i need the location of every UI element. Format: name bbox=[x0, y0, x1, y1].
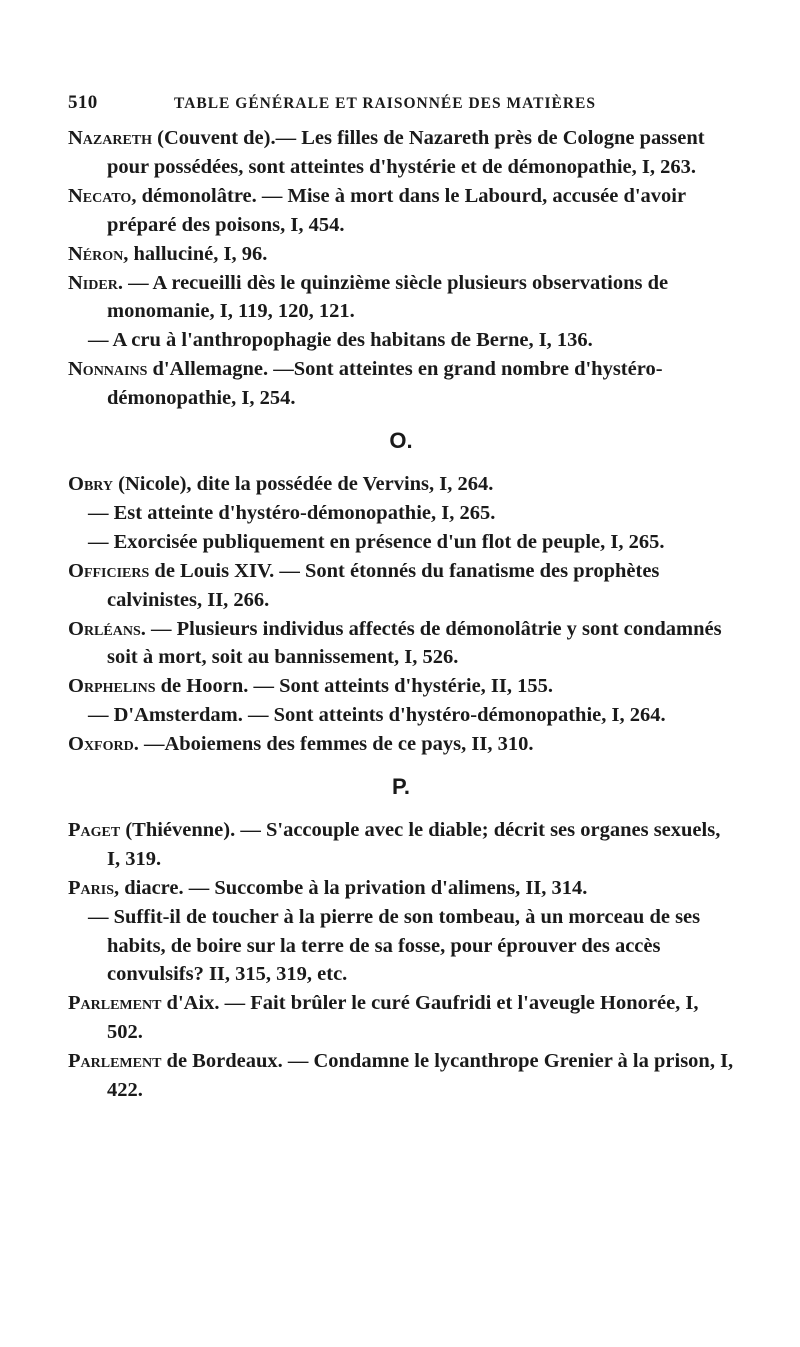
entry-headword: Nider bbox=[68, 271, 118, 294]
entry-text: , halluciné, I, 96. bbox=[123, 242, 268, 265]
index-entry-paget bbox=[68, 816, 734, 874]
entry-text: — Suffit-il de toucher à la pierre de son tombeau, à un morceau de ses habits, de boire sur la terre de sa fosse, pour éprouver des accès convulsifs? II, 315, 319, etc. bbox=[88, 905, 701, 986]
index-entry-paris bbox=[68, 874, 734, 903]
running-title: TABLE GÉNÉRALE ET RAISONNÉE DES MATIÈRES bbox=[174, 95, 597, 112]
index-entry-necato bbox=[68, 182, 734, 240]
index-entry-nazareth bbox=[68, 124, 734, 182]
index-entry-orleans bbox=[68, 615, 734, 673]
entry-headword: Oxford bbox=[68, 733, 134, 756]
entry-text: . — Plusieurs individus affectés de démonolâtrie y sont condamnés soit à mort, soit au bannissement, I, 526. bbox=[107, 617, 722, 669]
index-subentry-obry-1 bbox=[68, 499, 734, 528]
index-entry-obry bbox=[68, 470, 734, 499]
index-subentry-orphelins bbox=[68, 701, 734, 730]
entry-headword: Necato bbox=[68, 184, 132, 207]
entry-text: . —Aboiemens des femmes de ce pays, II, 310. bbox=[133, 733, 534, 756]
index-entry-parlement-aix bbox=[68, 989, 734, 1047]
entry-text: , démonolâtre. — Mise à mort dans le Labourd, accusée d'avoir préparé des poisons, I, 454. bbox=[107, 184, 686, 236]
page-number: 510 bbox=[68, 92, 98, 113]
index-entry-parlement-bordeaux bbox=[68, 1047, 734, 1105]
entry-text: — Est atteinte d'hystéro-démonopathie, I, 265. bbox=[88, 501, 496, 524]
section-letter-p: P. bbox=[392, 774, 410, 800]
entry-headword: Nonnains bbox=[68, 358, 148, 381]
entry-text: (Nicole), dite la possédée de Vervins, I, 264. bbox=[113, 472, 494, 495]
index-entry-neron bbox=[68, 240, 734, 269]
index-subentry-paris bbox=[68, 903, 734, 990]
entry-text: — Exorcisée publiquement en présence d'un flot de peuple, I, 265. bbox=[88, 530, 665, 553]
entry-text: — A cru à l'anthropophagie des habitans de Berne, I, 136. bbox=[88, 329, 593, 352]
index-subentry-obry-2 bbox=[68, 528, 734, 557]
index-content bbox=[68, 124, 734, 1105]
entry-text: . — A recueilli dès le quinzième siècle plusieurs observations de monomanie, I, 119, 120, 121. bbox=[107, 271, 669, 323]
entry-text: de Bordeaux. — Condamne le lycanthrope Grenier à la prison, I, 422. bbox=[107, 1050, 734, 1102]
entry-headword: Obry bbox=[68, 472, 114, 495]
entry-headword: Paget bbox=[68, 818, 121, 841]
entry-headword: Orléans bbox=[68, 617, 141, 640]
entry-text: (Thiévenne). — S'accouple avec le diable; décrit ses organes sexuels, I, 319. bbox=[107, 818, 721, 870]
entry-headword: Orphelins bbox=[68, 675, 156, 698]
index-entry-officiers bbox=[68, 557, 734, 615]
entry-headword: Officiers bbox=[68, 559, 150, 582]
index-entry-oxford bbox=[68, 730, 734, 759]
index-entry-nonnains bbox=[68, 355, 734, 413]
index-entry-nider bbox=[68, 269, 734, 327]
index-subentry-nider bbox=[68, 326, 734, 355]
index-entry-orphelins bbox=[68, 672, 734, 701]
section-letter-o: O. bbox=[389, 428, 413, 454]
entry-text: d'Allemagne. —Sont atteintes en grand nombre d'hystéro-démonopathie, I, 254. bbox=[107, 358, 663, 410]
entry-headword: Parlement bbox=[68, 1050, 162, 1073]
entry-text: , diacre. — Succombe à la privation d'alimens, II, 314. bbox=[113, 876, 588, 899]
entry-headword: Parlement bbox=[68, 992, 162, 1015]
entry-text: (Couvent de).— Les filles de Nazareth près de Cologne passent pour possédées, sont atteintes d'hystérie et de démonopathie, I, 263. bbox=[107, 127, 705, 178]
entry-text: — D'Amsterdam. — Sont atteints d'hystéro-démonopathie, I, 264. bbox=[88, 704, 666, 727]
entry-headword: Néron bbox=[68, 242, 124, 265]
entry-text: de Louis XIV. — Sont étonnés du fanatisme des prophètes calvinistes, II, 266. bbox=[107, 559, 660, 611]
entry-text: d'Aix. — Fait brûler le curé Gaufridi et l'aveugle Honorée, I, 502. bbox=[107, 992, 699, 1044]
entry-text: de Hoorn. — Sont atteints d'hystérie, II, 155. bbox=[155, 675, 554, 698]
entry-headword: Nazareth bbox=[68, 127, 153, 149]
entry-headword: Paris bbox=[68, 876, 114, 899]
